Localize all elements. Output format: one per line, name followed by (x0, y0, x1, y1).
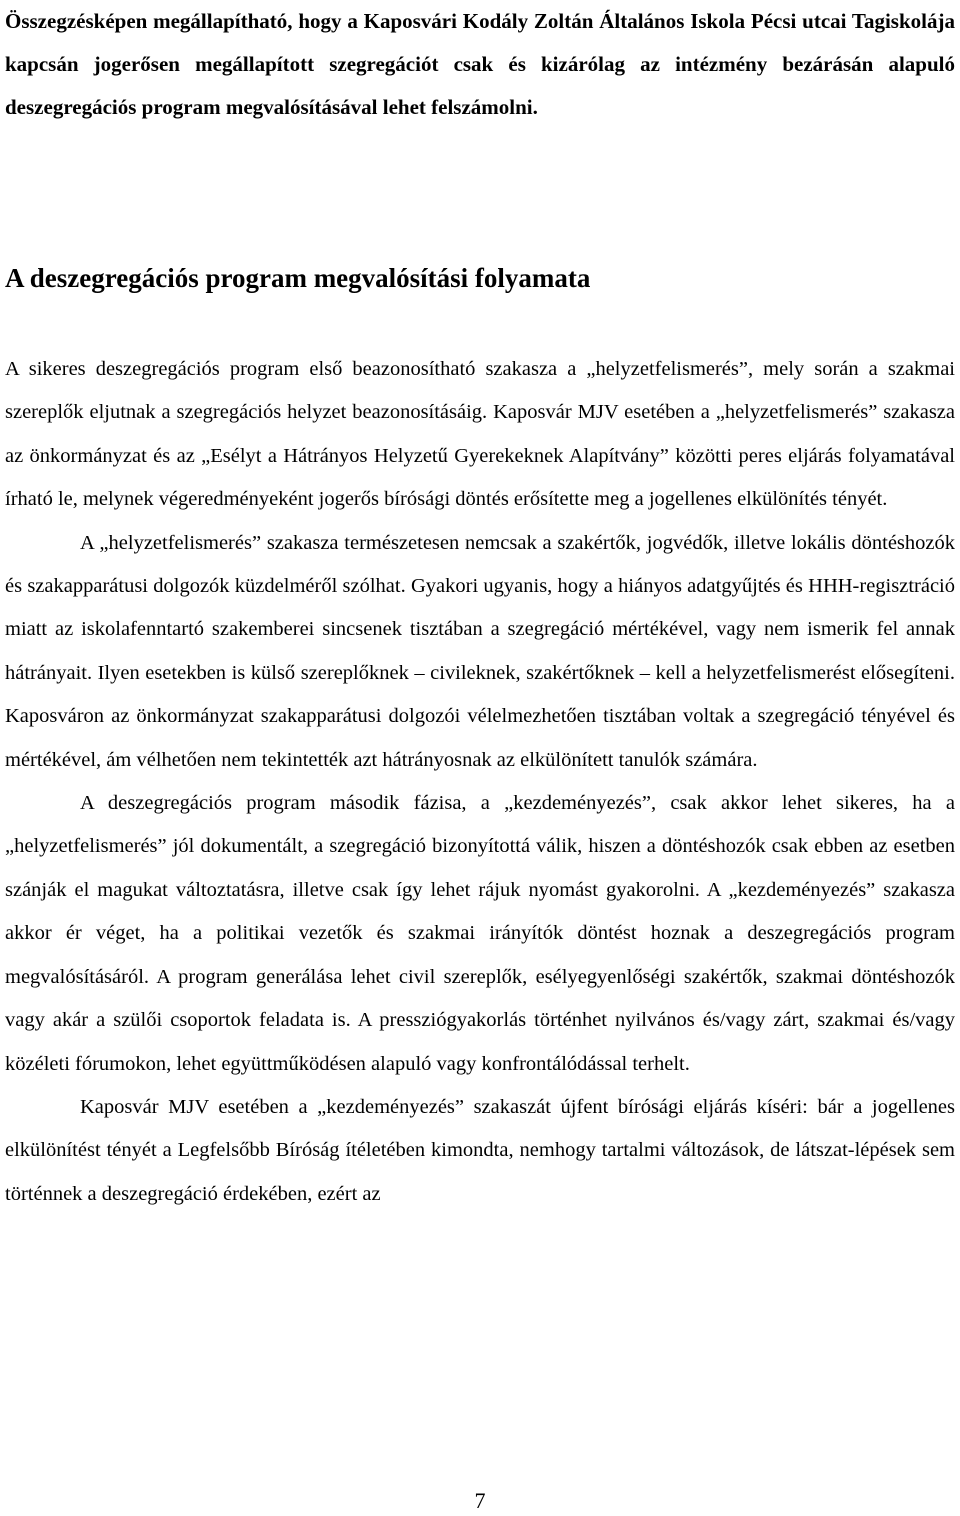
section-heading: A deszegregációs program megvalósítási folyamata (5, 263, 591, 293)
page-number: 7 (474, 1488, 486, 1513)
paragraph-kaposvar-kezdemenyezes: Kaposvár MJV esetében a „kezdeményezés” szakaszát újfent bírósági eljárás kíséri: bár a jogellenes elkülönítést tényét a Legfelsőbb Bíróság ítéletében kimondta, nemhogy tartalmi változások, de látszat-lépések sem történnek a deszegregáció érdekében, ezért az (5, 1095, 955, 1205)
body-text (5, 348, 955, 1216)
paragraph-helyzetfelismeres-detail: A „helyzetfelismerés” szakasza természetesen nemcsak a szakértők, jogvédők, illetve lokális döntéshozók és szakapparátusi dolgozók küzdelméről szólhat. Gyakori ugyanis, hogy a hiányos adatgyűjtés és HHH-regisztráció miatt az iskolafenntartó szakemberei sincsenek tisztában a szegregáció mértékével, vagy nem ismerik fel annak hátrányait. Ilyen esetekben is külső szereplőknek – civileknek, szakértőknek – kell a helyzetfelismerést elősegíteni. Kaposváron az önkormányzat szakapparátusi dolgozói vélelmezhetően tisztában voltak a szegregáció tényével és mértékével, ám vélhetően nem tekintették azt hátrányosnak az elkülönített tanulók számára. (5, 531, 955, 771)
intro-paragraph: Összegzésképen megállapítható, hogy a Kaposvári Kodály Zoltán Általános Iskola Pécsi utcai Tagiskolája kapcsán jogerősen megállapított szegregációt csak és kizárólag az intézmény bezárásán alapuló deszegregációs program megvalósításával lehet felszámolni. (5, 9, 955, 119)
paragraph-kezdemenyezes: A deszegregációs program második fázisa, a „kezdeményezés”, csak akkor lehet sikeres, ha a „helyzetfelismerés” jól dokumentált, a szegregáció bizonyítottá válik, hiszen a döntéshozók csak ebben az esetben szánják el magukat változtatásra, illetve csak így lehet rájuk nyomást gyakorolni. A „kezdeményezés” szakasza akkor ér véget, ha a politikai vezetők és szakmai irányítók döntést hoznak a deszegregációs program megvalósításáról. A program generálása lehet civil szereplők, esélyegyenlőségi szakértők, szakmai döntéshozók vagy akár a szülői csoportok feladata is. A pressziógyakorlás történhet nyilvános és/vagy zárt, szakmai és/vagy közéleti fórumokon, lehet együttműködésen alapuló vagy konfrontálódással terhelt. (5, 792, 955, 1075)
paragraph-helyzetfelismeres: A sikeres deszegregációs program első beazonosítható szakasza a „helyzetfelismerés”, mely során a szakmai szereplők eljutnak a szegregációs helyzet beazonosításáig. Kaposvár MJV esetében a „helyzetfelismerés” szakasza az önkormányzat és az „Esélyt a Hátrányos Helyzetű Gyerekeknek Alapítvány” közötti peres eljárás folyamatával írható le, melynek végeredményeként jogerős bírósági döntés erősítette meg a jogellenes elkülönítés tényét. (5, 358, 955, 511)
